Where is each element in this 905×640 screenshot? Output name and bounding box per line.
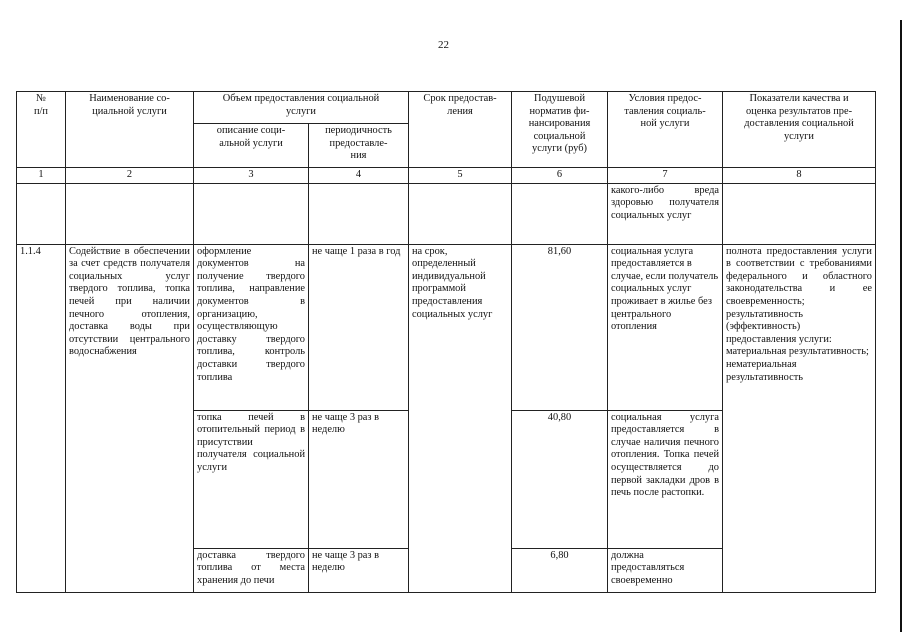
column-number: 5 xyxy=(409,168,512,184)
sub-service-description: топка печей в отопительный период в присутствии получателя социальной услуги xyxy=(194,410,309,548)
header-conditions: Условия предос- тавления социаль- ной услуги xyxy=(608,92,723,168)
page-number: 22 xyxy=(438,39,449,51)
header-periodicity: периодичность предоставле- ния xyxy=(309,124,409,168)
sub-service-description: оформление документов на получение твердого топлива, направление документов в организацию, осуществляющую доставку твердого топлива, контроль доставки твердого топлива xyxy=(194,244,309,410)
header-row-1 xyxy=(17,92,876,124)
empty-cell xyxy=(409,183,512,244)
sub-service-norm: 6,80 xyxy=(512,548,608,592)
column-number: 7 xyxy=(608,168,723,184)
header-quality: Показатели качества и оценка результатов пре- доставления социальной услуги xyxy=(723,92,876,168)
empty-cell xyxy=(512,183,608,244)
service-row xyxy=(17,244,876,410)
sub-service-conditions: социальная услуга предоставляется в случае, если получатель социальных услуг проживает в жилье без центрального отопления xyxy=(608,244,723,410)
empty-cell xyxy=(194,183,309,244)
empty-cell xyxy=(723,183,876,244)
column-number: 3 xyxy=(194,168,309,184)
sub-service-conditions: социальная услуга предоставляется в случае наличия печного отопления. Топка печей осуществляется до первой закладки дров в печь после растопки. xyxy=(608,410,723,548)
column-number: 2 xyxy=(66,168,194,184)
social-services-table xyxy=(16,91,876,593)
header-norm: Подушевой норматив фи- нансирования социальной услуги (руб) xyxy=(512,92,608,168)
empty-cell xyxy=(66,183,194,244)
column-number: 6 xyxy=(512,168,608,184)
header-description: описание соци- альной услуги xyxy=(194,124,309,168)
column-number: 1 xyxy=(17,168,66,184)
sub-service-description: доставка твердого топлива от места хранения до печи xyxy=(194,548,309,592)
header-volume: Объем предоставления социальной услуги xyxy=(194,92,409,124)
sub-service-periodicity: не чаще 3 раз в неделю xyxy=(309,548,409,592)
service-quality: полнота предоставления услуги в соответствии с требованиями федерального и областного законодательства и ее своевременность; результативность (эффективность) предоставления услуги: материальная результативность; нематериальная результативность xyxy=(723,244,876,592)
service-number: 1.1.4 xyxy=(17,244,66,592)
column-number-row xyxy=(17,168,876,184)
continuation-conditions: какого-либо вреда здоровью получателя социальных услуг xyxy=(608,183,723,244)
sub-service-norm: 81,60 xyxy=(512,244,608,410)
sub-service-periodicity: не чаще 3 раз в неделю xyxy=(309,410,409,548)
sub-service-periodicity: не чаще 1 раза в год xyxy=(309,244,409,410)
sub-service-conditions: должна предоставляться своевременно xyxy=(608,548,723,592)
sub-service-norm: 40,80 xyxy=(512,410,608,548)
service-term: на срок, определенный индивидуальной программой предоставления социальных услуг xyxy=(409,244,512,592)
continuation-row xyxy=(17,183,876,244)
header-term: Срок предостав- ления xyxy=(409,92,512,168)
service-name: Содействие в обеспечении за счет средств получателя социальных услуг твердого топлива, топка печей при наличии печного отопления, доставка воды при отсутствии центрального водоснабжения xyxy=(66,244,194,592)
column-number: 4 xyxy=(309,168,409,184)
column-number: 8 xyxy=(723,168,876,184)
header-service-name: Наименование со- циальной услуги xyxy=(66,92,194,168)
empty-cell xyxy=(309,183,409,244)
header-number: № п/п xyxy=(17,92,66,168)
empty-cell xyxy=(17,183,66,244)
page-edge-rule xyxy=(900,20,902,632)
